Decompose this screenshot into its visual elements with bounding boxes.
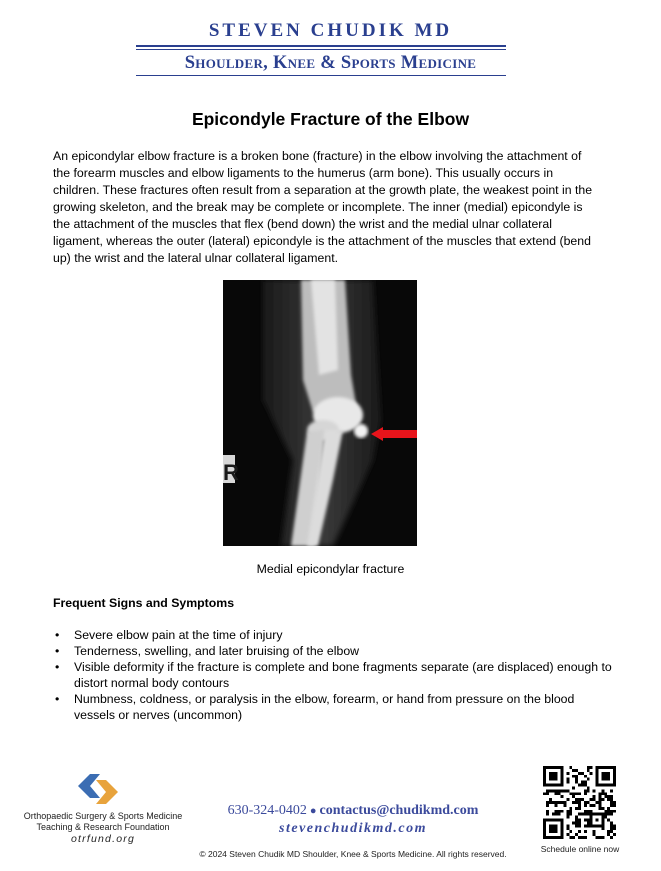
header-rule-bottom [136,75,506,76]
copyright: © 2024 Steven Chudik MD Shoulder, Knee & Sports Medicine. All rights reserved. [199,849,507,859]
org-name-line1: Orthopaedic Surgery & Sports Medicine [23,811,183,821]
org-name-line2: Teaching & Research Foundation [36,822,170,832]
page-title: Epicondyle Fracture of the Elbow [191,109,470,129]
qr-caption: Schedule online now [540,844,620,854]
header-name: STEVEN CHUDIK MD [208,20,453,41]
list-item: • Visible deformity if the fracture is complete and bone fragments separate (are displaced) enough to distort normal body contours [53,659,613,691]
qr-code-icon[interactable] [543,766,616,839]
xray-image [223,280,417,546]
otrf-logo-icon [76,772,120,806]
website-link[interactable]: stevenchudikmd.com [279,821,427,836]
intro-paragraph: An epicondylar elbow fracture is a broken bone (fracture) in the elbow involving the attachment of the forearm muscles and elbow ligaments to the humerus (arm bone). This usually occurs in children. These fractures often result from a separation at the growth plate, the weakest point in the growing skeleton, and the break may be complete or incomplete. The inner (medial) epicondyle is the attachment of the muscles that flex (bend down) the wrist and the medial ulnar collateral ligament, whereas the outer (lateral) epicondyle is the attachment of the muscles that extend (bend up) the wrist and the lateral ulnar collateral ligament. [53,149,593,265]
org-site[interactable]: otrfund.org [71,833,135,845]
symptoms-list [53,627,613,723]
xray-marker: R [223,460,239,485]
phone-number[interactable]: 630-324-0402 [227,803,307,818]
email-link[interactable]: contactus@chudikmd.com [319,803,479,818]
symptoms-heading: Frequent Signs and Symptoms [53,596,235,610]
list-item: • Tenderness, swelling, and later bruising of the elbow [53,643,613,659]
header-rule-top [136,45,506,47]
list-item: • Numbness, coldness, or paralysis in the elbow, forearm, or hand from pressure on the blood vessels or nerves (uncommon) [53,691,613,723]
list-item: • Severe elbow pain at the time of injury [53,627,613,643]
separator-dot-icon: ● [309,805,317,817]
image-caption: Medial epicondylar fracture [256,562,405,576]
header-subtitle: Shoulder, Knee & Sports Medicine [184,53,477,73]
header-rule-top-thin [136,49,506,50]
